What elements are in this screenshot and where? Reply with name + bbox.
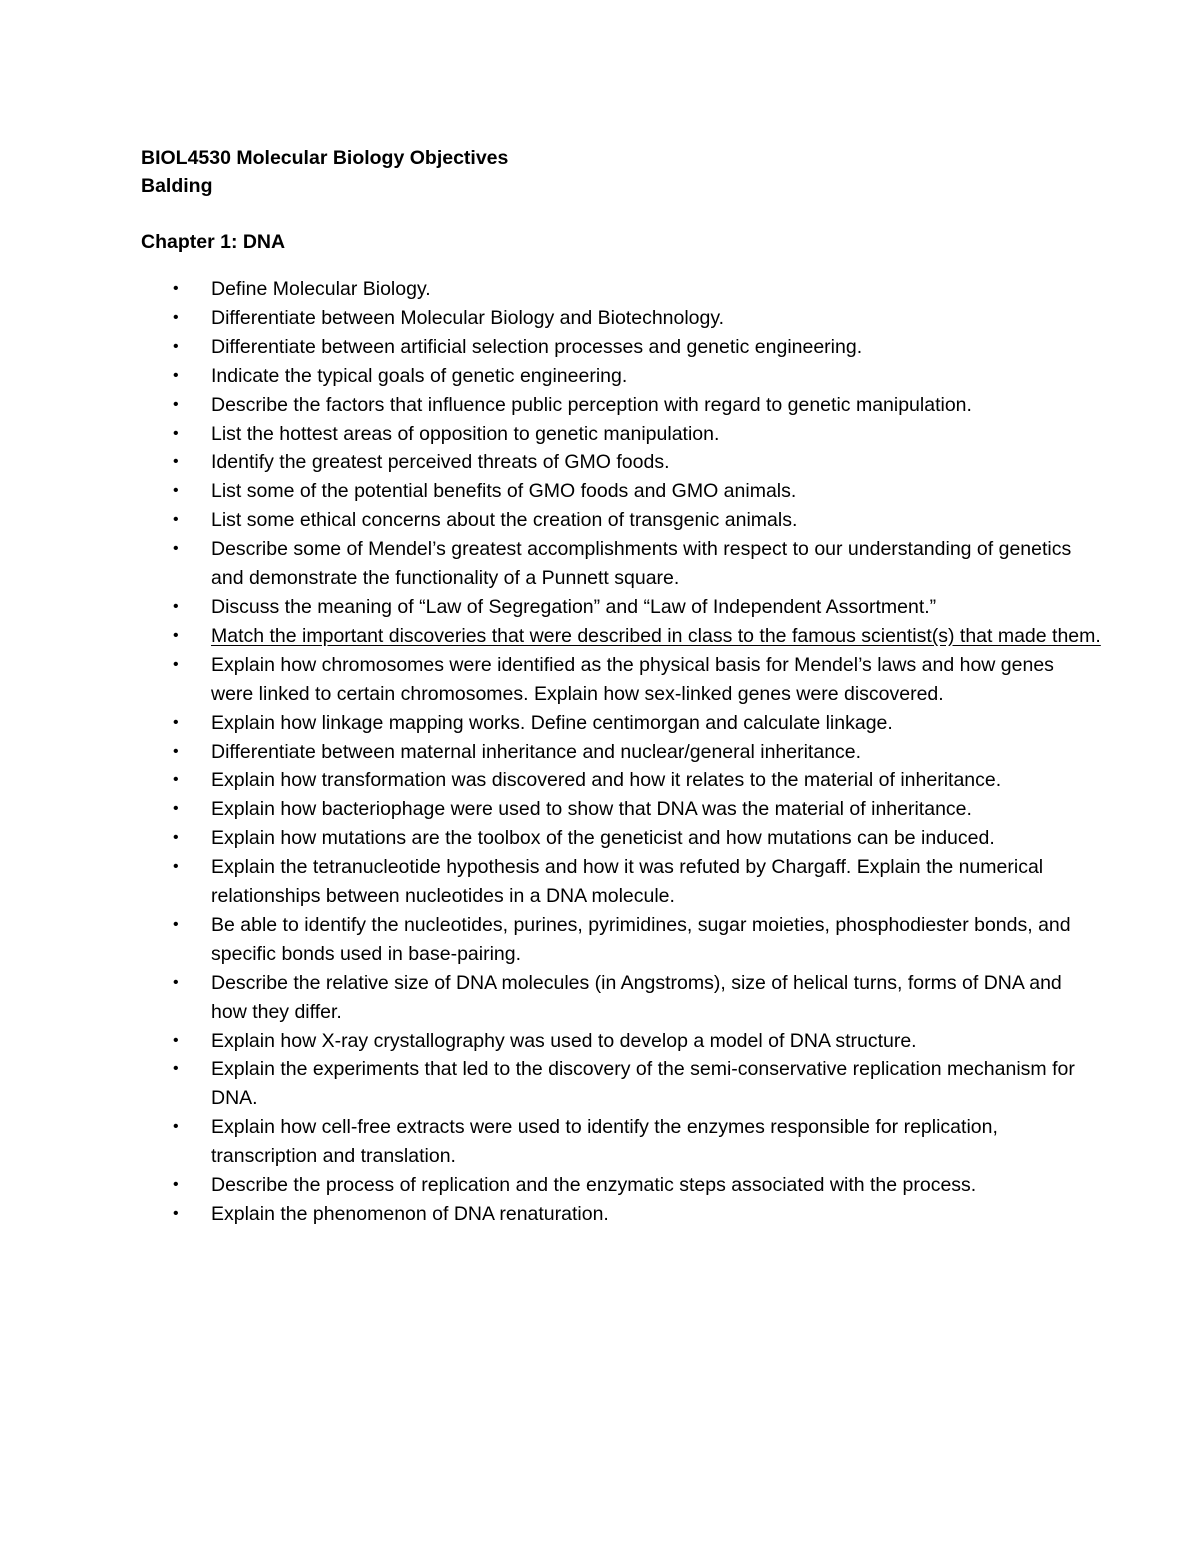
bullet-icon: • — [173, 771, 179, 789]
objective-item — [141, 766, 1101, 795]
objective-text: Describe some of Mendel’s greatest accomplishments with respect to our understanding of genetics and demonstrate the functionality of a Punnett square. — [211, 538, 1072, 590]
bullet-icon: • — [173, 973, 179, 991]
objective-item — [141, 795, 1101, 824]
objective-item — [141, 333, 1101, 362]
objective-item — [141, 1055, 1101, 1113]
bullet-icon: • — [173, 597, 179, 615]
bullet-icon: • — [173, 424, 179, 442]
objective-text: Be able to identify the nucleotides, purines, pyrimidines, sugar moieties, phosphodiester bonds, and specific bonds used in base-pairing. — [211, 913, 1071, 965]
bullet-icon: • — [173, 742, 179, 760]
objective-item — [141, 853, 1101, 911]
objective-item — [141, 622, 1101, 651]
objective-text: Explain how cell-free extracts were used to identify the enzymes responsible for replication, transcription and translation. — [211, 1116, 998, 1168]
objective-item — [141, 506, 1101, 535]
bullet-icon: • — [173, 1031, 179, 1049]
objective-item — [141, 1113, 1101, 1171]
objective-text: List the hottest areas of opposition to genetic manipulation. — [211, 422, 720, 445]
objective-item — [141, 535, 1101, 593]
objective-item — [141, 420, 1101, 449]
objective-text: Describe the factors that influence public perception with regard to genetic manipulation. — [211, 393, 972, 416]
objective-text: Differentiate between Molecular Biology and Biotechnology. — [211, 306, 725, 329]
objectives-list — [141, 275, 1101, 1229]
bullet-icon: • — [173, 366, 179, 384]
objective-text: Describe the relative size of DNA molecules (in Angstroms), size of helical turns, forms of DNA and how they differ. — [211, 971, 1062, 1023]
objective-text: Differentiate between artificial selection processes and genetic engineering. — [211, 335, 863, 358]
objective-item — [141, 709, 1101, 738]
bullet-icon: • — [173, 1176, 179, 1194]
objective-item — [141, 1171, 1101, 1200]
objective-item — [141, 1027, 1101, 1056]
objective-text: Explain the phenomenon of DNA renaturation. — [211, 1203, 609, 1225]
bullet-icon: • — [173, 511, 179, 529]
bullet-icon: • — [173, 858, 179, 876]
objective-text: Explain how transformation was discovered and how it relates to the material of inheritance. — [211, 769, 1002, 792]
bullet-icon: • — [173, 713, 179, 731]
objective-item — [141, 824, 1101, 853]
objective-item — [141, 477, 1101, 506]
bullet-icon: • — [173, 915, 179, 933]
objective-text: Identify the greatest perceived threats of GMO foods. — [211, 451, 670, 474]
bullet-icon: • — [173, 626, 179, 644]
objective-text: Explain how chromosomes were identified as the physical basis for Mendel’s laws and how genes were linked to certain chromosomes. Explain how sex-linked genes were discovered. — [211, 653, 1054, 705]
bullet-icon: • — [173, 1118, 179, 1136]
document-author: Balding — [141, 175, 213, 197]
objective-text: Explain how bacteriophage were used to show that DNA was the material of inheritance. — [211, 798, 972, 821]
objective-text: Explain how linkage mapping works. Define centimorgan and calculate linkage. — [211, 711, 893, 734]
objective-item — [141, 362, 1101, 391]
objective-text: List some ethical concerns about the creation of transgenic animals. — [211, 509, 798, 532]
bullet-icon: • — [173, 308, 179, 326]
objective-item — [141, 651, 1101, 709]
bullet-icon: • — [173, 1205, 179, 1222]
bullet-icon: • — [173, 800, 179, 818]
objective-text: Describe the process of replication and the enzymatic steps associated with the process. — [211, 1174, 977, 1197]
objective-text: Explain how mutations are the toolbox of the geneticist and how mutations can be induced. — [211, 827, 995, 850]
objective-text: Match the important discoveries that were described in class to the famous scientist(s) that made them. — [211, 624, 1101, 647]
objective-text: Discuss the meaning of “Law of Segregation” and “Law of Independent Assortment.” — [211, 595, 937, 618]
bullet-icon: • — [173, 453, 179, 471]
objective-text: Differentiate between maternal inheritance and nuclear/general inheritance. — [211, 740, 862, 763]
objective-text: Explain how X-ray crystallography was used to develop a model of DNA structure. — [211, 1029, 917, 1052]
bullet-icon: • — [173, 482, 179, 500]
chapter-heading: Chapter 1: DNA — [141, 231, 286, 253]
objective-item — [141, 1200, 1101, 1229]
bullet-icon: • — [173, 829, 179, 847]
bullet-icon: • — [173, 655, 179, 673]
objective-text: Define Molecular Biology. — [211, 278, 431, 300]
objective-item — [141, 275, 1101, 304]
bullet-icon: • — [173, 395, 179, 413]
objective-item — [141, 304, 1101, 333]
bullet-icon: • — [173, 337, 179, 355]
document-title: BIOL4530 Molecular Biology Objectives — [141, 147, 509, 169]
objective-item — [141, 593, 1101, 622]
bullet-icon: • — [173, 280, 179, 297]
objective-item — [141, 391, 1101, 420]
objective-text: Indicate the typical goals of genetic engineering. — [211, 364, 628, 387]
objective-text: Explain the experiments that led to the discovery of the semi-conservative replication mechanism for DNA. — [211, 1058, 1075, 1110]
objective-text: Explain the tetranucleotide hypothesis and how it was refuted by Chargaff. Explain the numerical relationships between nucleotides in a DNA molecule. — [211, 856, 1044, 908]
objective-item — [141, 738, 1101, 767]
bullet-icon: • — [173, 540, 179, 558]
objective-item — [141, 911, 1101, 969]
objective-item — [141, 969, 1101, 1027]
bullet-icon: • — [173, 1060, 179, 1078]
objective-item — [141, 448, 1101, 477]
objective-text: List some of the potential benefits of GMO foods and GMO animals. — [211, 480, 797, 503]
